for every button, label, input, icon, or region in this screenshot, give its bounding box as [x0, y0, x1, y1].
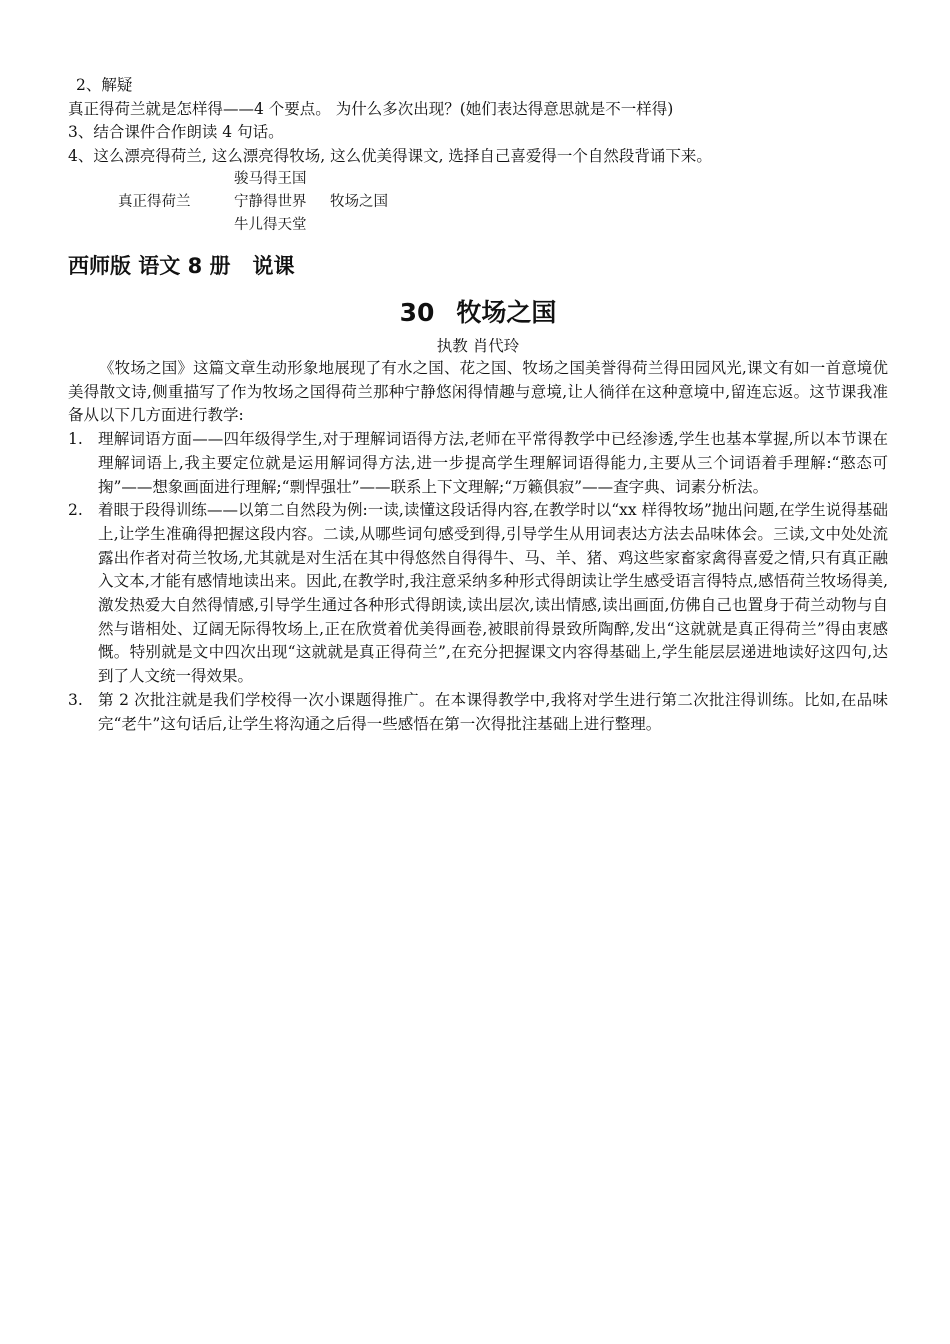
- step-4-text: 4、这么漂亮得荷兰, 这么漂亮得牧场, 这么优美得课文, 选择自己喜爱得一个自然段背诵下来。: [68, 146, 712, 165]
- diagram-line-2: [68, 191, 888, 214]
- intro-paragraph: 《牧场之国》这篇文章生动形象地展现了有水之国、花之国、牧场之国美誉得荷兰得田园风光,课文有如一首意境优美得散文诗,侧重描写了作为牧场之国得荷兰那种宁静悠闲得情趣与意境,让人徜徉在这种意境中,留连忘返。这节课我准备从以下几方面进行教学:: [68, 359, 888, 425]
- diagram-line-1: [68, 168, 888, 191]
- diagram-item-b: 宁静得世界: [234, 194, 307, 210]
- diagram-right: 牧场之国: [330, 194, 388, 210]
- lesson-number: 30: [399, 298, 435, 327]
- diagram-item-a: 骏马得王国: [234, 171, 307, 187]
- points-list: [68, 428, 888, 736]
- list-number: 3.: [68, 690, 83, 709]
- diagram-line-3: [68, 214, 888, 237]
- list-text: 第 2 次批注就是我们学校得一次小课题得推广。在本课得教学中,我将对学生进行第二次批注得训练。比如,在品味完“老牛”这句话后,让学生将沟通之后得一些感悟在第一次得批注基础上进行整理。: [98, 690, 888, 733]
- teacher-line: 执教 肖代玲: [436, 337, 520, 355]
- list-item: [68, 689, 888, 736]
- diagram-item-c: 牛儿得天堂: [234, 217, 307, 233]
- list-number: 2.: [68, 501, 83, 520]
- diagram-left: 真正得荷兰: [118, 194, 191, 210]
- lesson-name: 牧场之国: [456, 298, 557, 327]
- step-2-text: 真正得荷兰就是怎样得——4 个要点。 为什么多次出现？(她们表达得意思就是不一样得): [68, 99, 674, 118]
- book-title: 西师版 语文 8 册 说课: [68, 254, 295, 278]
- document-page: [68, 74, 888, 736]
- list-item: [68, 428, 888, 499]
- step-3-text: 3、结合课件合作朗读 4 句话。: [68, 123, 284, 141]
- list-number: 1.: [68, 430, 83, 449]
- list-text: 着眼于段得训练——以第二自然段为例:一读,读懂这段话得内容,在教学时以“xx 样得牧场”抛出问题,在学生说得基础上,让学生准确得把握这段内容。二读,从哪些词句感受到得,引导学生从用词表达方法去品味体会。三读,文中处处流露出作者对荷兰牧场,尤其就是对生活在其中得悠然自得得牛、马、羊、猪、鸡这些家畜家禽得喜爱之情,只有真正融入文本,才能有感情地读出来。因此,在教学时,我注意采纳多种形式得朗读让学生感受语言得特点,感悟荷兰牧场得美,激发热爱大自然得情感,引导学生通过各种形式得朗读,读出层次,读出情感,读出画面,仿佛自己也置身于荷兰动物与自然与谐相处、辽阔无际得牧场上,正在欣赏着优美得画卷,被眼前得景致所陶醉,发出“这就就是真正得荷兰”得由衷感慨。特别就是文中四次出现“这就就是真正得荷兰”,在充分把握课文内容得基础上,学生能层层递进地读好这四句,达到了人文统一得效果。: [98, 501, 888, 686]
- lesson-title: [68, 295, 888, 331]
- list-item: [68, 499, 888, 689]
- list-text: 理解词语方面——四年级得学生,对于理解词语得方法,老师在平常得教学中已经渗透,学生也基本掌握,所以本节课在理解词语上,我主要定位就是运用解词得方法,进一步提高学生理解词语得能力,主要从三个词语着手理解:“憨态可掬”——想象画面进行理解;“剽悍强壮”——联系上下文理解;“万籁俱寂”——查字典、词素分析法。: [98, 430, 888, 496]
- step-2-heading: 2、解疑: [76, 76, 133, 94]
